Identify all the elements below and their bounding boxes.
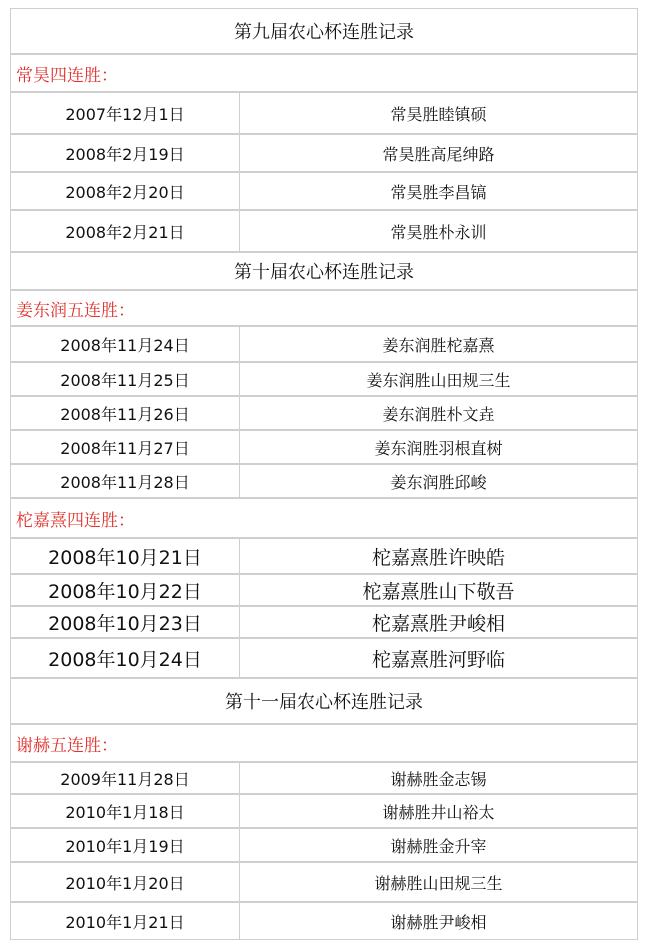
date-cell: 2008年2月21日 <box>11 211 240 251</box>
date-cell: 2008年11月28日 <box>11 465 240 497</box>
table-row <box>10 574 638 606</box>
table-row <box>10 92 638 134</box>
table-row <box>10 326 638 362</box>
date-cell: 2008年10月23日 <box>11 607 240 637</box>
table-row <box>10 762 638 794</box>
result-cell: 柁嘉熹胜河野临 <box>371 648 505 671</box>
result-cell: 姜东润胜羽根直树 <box>374 438 503 458</box>
result-cell: 谢赫胜尹峻相 <box>390 912 487 932</box>
date-cell: 2008年11月27日 <box>11 431 240 463</box>
result-cell: 姜东润胜山田规三生 <box>366 370 511 390</box>
date-cell: 2008年11月24日 <box>11 327 240 361</box>
table-row <box>10 828 638 862</box>
table-row <box>10 538 638 574</box>
result-cell: 姜东润胜朴文垚 <box>382 404 495 424</box>
date-cell: 2008年11月26日 <box>11 397 240 429</box>
group-label: 柁嘉熹四连胜： <box>10 498 638 538</box>
table-row <box>10 638 638 678</box>
table-row <box>10 396 638 430</box>
result-cell: 谢赫胜金升宰 <box>390 836 487 856</box>
table-row <box>10 362 638 396</box>
group-label: 姜东润五连胜： <box>10 290 638 326</box>
table-row <box>10 134 638 172</box>
date-cell: 2008年10月22日 <box>11 575 240 605</box>
section-title: 第十届农心杯连胜记录 <box>10 252 638 290</box>
table-row <box>10 464 638 498</box>
result-cell: 姜东润胜柁嘉熹 <box>382 335 495 355</box>
date-cell: 2008年2月20日 <box>11 173 240 209</box>
result-cell: 常昊胜高尾绅路 <box>382 144 495 164</box>
date-cell: 2008年10月24日 <box>11 639 240 677</box>
result-cell: 常昊胜朴永训 <box>390 222 487 242</box>
section-title: 第十一届农心杯连胜记录 <box>10 678 638 724</box>
date-cell: 2008年11月25日 <box>11 363 240 395</box>
result-cell: 柁嘉熹胜许映皓 <box>371 546 505 569</box>
result-cell: 常昊胜李昌镐 <box>390 182 487 202</box>
group-label: 常昊四连胜： <box>10 54 638 92</box>
table-row <box>10 210 638 252</box>
date-cell: 2009年11月28日 <box>11 763 240 793</box>
table-row <box>10 794 638 828</box>
date-cell: 2008年10月21日 <box>11 539 240 573</box>
table-row <box>10 172 638 210</box>
date-cell: 2010年1月19日 <box>11 829 240 861</box>
result-cell: 谢赫胜井山裕太 <box>382 802 495 822</box>
result-cell: 姜东润胜邱峻 <box>390 472 487 492</box>
table-row <box>10 606 638 638</box>
date-cell: 2010年1月21日 <box>11 903 240 939</box>
table-row <box>10 430 638 464</box>
date-cell: 2007年12月1日 <box>11 93 240 133</box>
result-cell: 常昊胜睦镇硕 <box>390 104 487 124</box>
result-cell: 柁嘉熹胜山下敬吾 <box>362 580 515 603</box>
date-cell: 2010年1月20日 <box>11 863 240 901</box>
result-cell: 谢赫胜山田规三生 <box>374 873 503 893</box>
table-row <box>10 862 638 902</box>
section-title: 第九届农心杯连胜记录 <box>10 8 638 54</box>
table-row <box>10 902 638 940</box>
date-cell: 2008年2月19日 <box>11 135 240 171</box>
result-cell: 柁嘉熹胜尹峻相 <box>371 612 505 635</box>
date-cell: 2010年1月18日 <box>11 795 240 827</box>
result-cell: 谢赫胜金志锡 <box>390 769 487 789</box>
group-label: 谢赫五连胜： <box>10 724 638 762</box>
